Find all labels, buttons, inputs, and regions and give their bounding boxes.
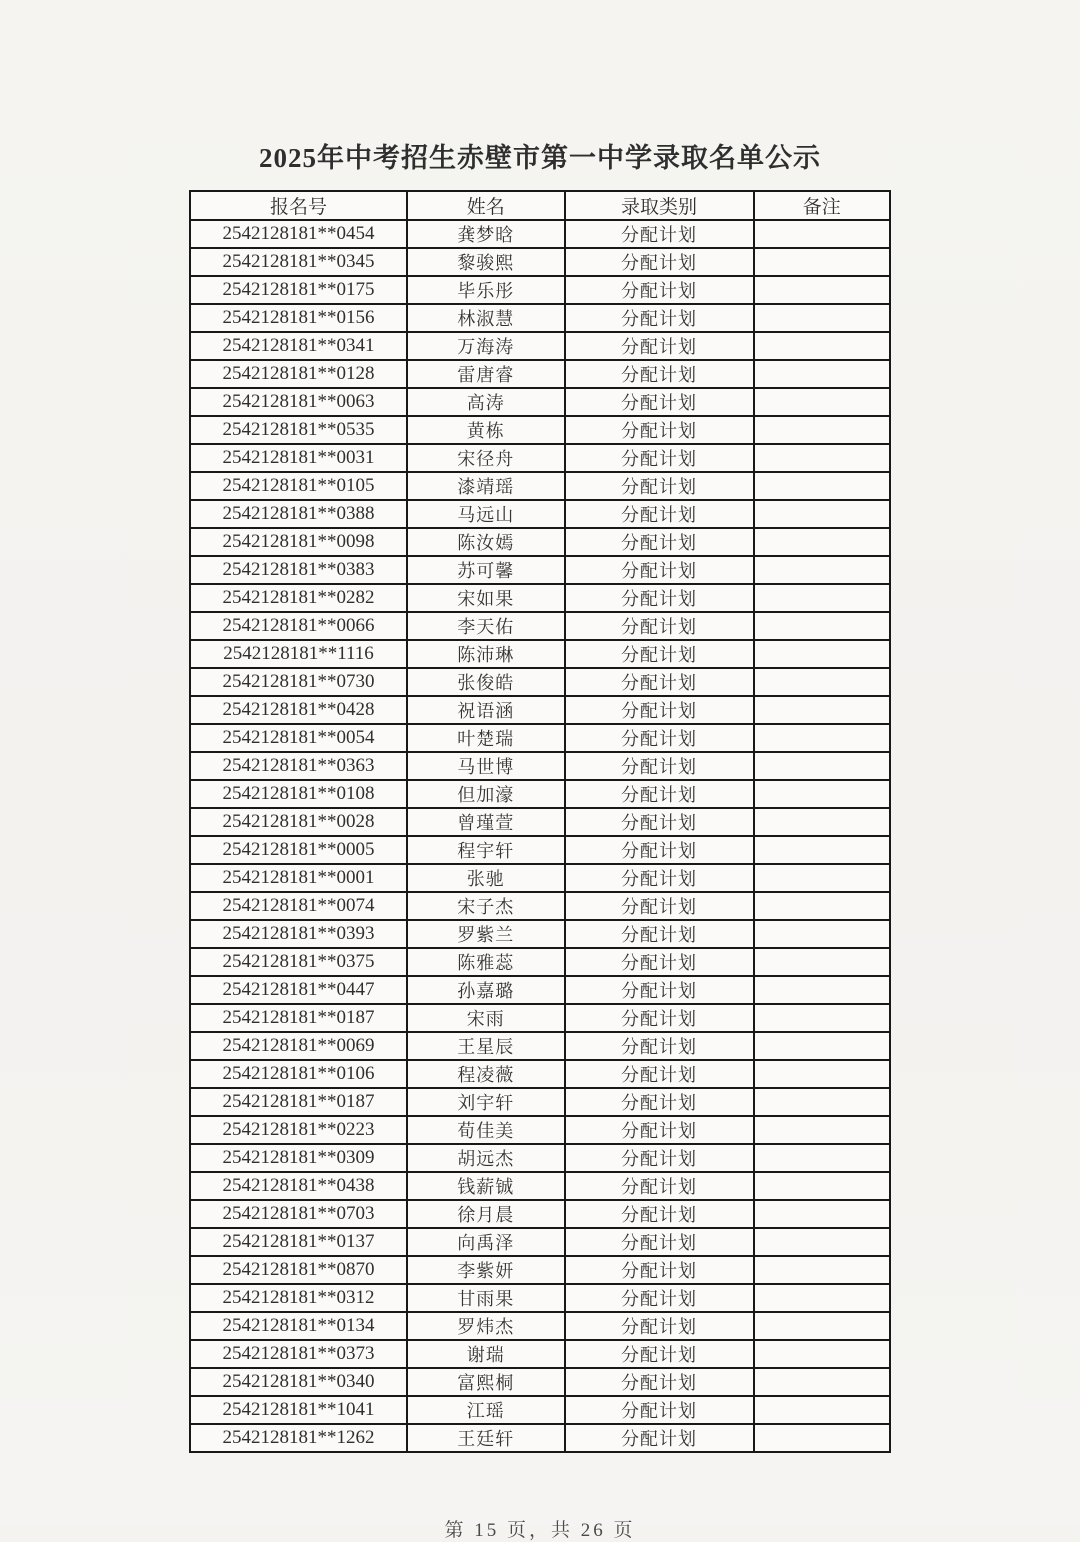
remark-cell	[754, 584, 891, 612]
admission-type-cell: 分配计划	[565, 1396, 754, 1424]
admission-type-cell: 分配计划	[565, 1228, 754, 1256]
remark-cell	[754, 528, 891, 556]
registration-number-cell: 2542128181**0187	[190, 1004, 407, 1032]
header-regno: 报名号	[190, 191, 407, 220]
student-name-cell: 马世博	[407, 752, 565, 780]
student-name-cell: 刘宇轩	[407, 1088, 565, 1116]
admission-type-cell: 分配计划	[565, 864, 754, 892]
admission-type-cell: 分配计划	[565, 1060, 754, 1088]
table-row	[190, 976, 890, 1004]
remark-cell	[754, 668, 891, 696]
table-row	[190, 360, 890, 388]
registration-number-cell: 2542128181**0134	[190, 1312, 407, 1340]
remark-cell	[754, 1312, 891, 1340]
table-row	[190, 500, 890, 528]
remark-cell	[754, 1032, 891, 1060]
table-row	[190, 556, 890, 584]
admission-type-cell: 分配计划	[565, 1256, 754, 1284]
registration-number-cell: 2542128181**0054	[190, 724, 407, 752]
table-row	[190, 696, 890, 724]
student-name-cell: 谢瑞	[407, 1340, 565, 1368]
table-row	[190, 1256, 890, 1284]
remark-cell	[754, 1424, 891, 1452]
admission-type-cell: 分配计划	[565, 500, 754, 528]
student-name-cell: 胡远杰	[407, 1144, 565, 1172]
table-row	[190, 1228, 890, 1256]
registration-number-cell: 2542128181**0383	[190, 556, 407, 584]
remark-cell	[754, 360, 891, 388]
registration-number-cell: 2542128181**1041	[190, 1396, 407, 1424]
table-row	[190, 1004, 890, 1032]
table-row	[190, 332, 890, 360]
registration-number-cell: 2542128181**0001	[190, 864, 407, 892]
table-row	[190, 836, 890, 864]
admission-type-cell: 分配计划	[565, 1172, 754, 1200]
admission-type-cell: 分配计划	[565, 1004, 754, 1032]
student-name-cell: 张俊皓	[407, 668, 565, 696]
header-name: 姓名	[407, 191, 565, 220]
admission-type-cell: 分配计划	[565, 668, 754, 696]
remark-cell	[754, 500, 891, 528]
remark-cell	[754, 1144, 891, 1172]
remark-cell	[754, 808, 891, 836]
registration-number-cell: 2542128181**0309	[190, 1144, 407, 1172]
student-name-cell: 但加濠	[407, 780, 565, 808]
remark-cell	[754, 304, 891, 332]
registration-number-cell: 2542128181**0031	[190, 444, 407, 472]
remark-cell	[754, 696, 891, 724]
table-row	[190, 1144, 890, 1172]
student-name-cell: 祝语涵	[407, 696, 565, 724]
student-name-cell: 龚梦晗	[407, 220, 565, 248]
student-name-cell: 宋雨	[407, 1004, 565, 1032]
table-row	[190, 1340, 890, 1368]
remark-cell	[754, 1228, 891, 1256]
remark-cell	[754, 640, 891, 668]
admission-type-cell: 分配计划	[565, 1088, 754, 1116]
admission-type-cell: 分配计划	[565, 976, 754, 1004]
registration-number-cell: 2542128181**0108	[190, 780, 407, 808]
remark-cell	[754, 1368, 891, 1396]
registration-number-cell: 2542128181**0340	[190, 1368, 407, 1396]
table-row	[190, 444, 890, 472]
admission-table	[189, 190, 891, 1453]
student-name-cell: 高涛	[407, 388, 565, 416]
student-name-cell: 黎骏熙	[407, 248, 565, 276]
student-name-cell: 陈雅蕊	[407, 948, 565, 976]
registration-number-cell: 2542128181**0074	[190, 892, 407, 920]
registration-number-cell: 2542128181**0175	[190, 276, 407, 304]
table-row	[190, 1200, 890, 1228]
remark-cell	[754, 752, 891, 780]
registration-number-cell: 2542128181**0069	[190, 1032, 407, 1060]
remark-cell	[754, 444, 891, 472]
table-row	[190, 1312, 890, 1340]
admission-type-cell: 分配计划	[565, 1144, 754, 1172]
registration-number-cell: 2542128181**0373	[190, 1340, 407, 1368]
admission-type-cell: 分配计划	[565, 1032, 754, 1060]
admission-type-cell: 分配计划	[565, 1200, 754, 1228]
student-name-cell: 万海涛	[407, 332, 565, 360]
student-name-cell: 苏可馨	[407, 556, 565, 584]
student-name-cell: 宋子杰	[407, 892, 565, 920]
admission-type-cell: 分配计划	[565, 724, 754, 752]
student-name-cell: 陈汝嫣	[407, 528, 565, 556]
remark-cell	[754, 892, 891, 920]
admission-type-cell: 分配计划	[565, 416, 754, 444]
admission-type-cell: 分配计划	[565, 360, 754, 388]
admission-type-cell: 分配计划	[565, 556, 754, 584]
admission-type-cell: 分配计划	[565, 444, 754, 472]
student-name-cell: 钱薪铖	[407, 1172, 565, 1200]
admission-type-cell: 分配计划	[565, 808, 754, 836]
registration-number-cell: 2542128181**0066	[190, 612, 407, 640]
remark-cell	[754, 1396, 891, 1424]
table-body	[190, 220, 890, 1452]
registration-number-cell: 2542128181**1262	[190, 1424, 407, 1452]
remark-cell	[754, 220, 891, 248]
admission-type-cell: 分配计划	[565, 388, 754, 416]
remark-cell	[754, 416, 891, 444]
student-name-cell: 宋径舟	[407, 444, 565, 472]
header-remark: 备注	[754, 191, 891, 220]
admission-type-cell: 分配计划	[565, 528, 754, 556]
table-header-row	[190, 191, 890, 220]
remark-cell	[754, 780, 891, 808]
admission-type-cell: 分配计划	[565, 752, 754, 780]
registration-number-cell: 2542128181**0098	[190, 528, 407, 556]
student-name-cell: 张驰	[407, 864, 565, 892]
registration-number-cell: 2542128181**0137	[190, 1228, 407, 1256]
student-name-cell: 程凌薇	[407, 1060, 565, 1088]
student-name-cell: 向禹泽	[407, 1228, 565, 1256]
student-name-cell: 黄栋	[407, 416, 565, 444]
registration-number-cell: 2542128181**0005	[190, 836, 407, 864]
registration-number-cell: 2542128181**0128	[190, 360, 407, 388]
table-row	[190, 416, 890, 444]
table-row	[190, 612, 890, 640]
registration-number-cell: 2542128181**0447	[190, 976, 407, 1004]
table-row	[190, 1284, 890, 1312]
registration-number-cell: 2542128181**0282	[190, 584, 407, 612]
admission-type-cell: 分配计划	[565, 780, 754, 808]
header-type: 录取类别	[565, 191, 754, 220]
registration-number-cell: 2542128181**0388	[190, 500, 407, 528]
table-row	[190, 472, 890, 500]
registration-number-cell: 2542128181**0223	[190, 1116, 407, 1144]
remark-cell	[754, 1340, 891, 1368]
registration-number-cell: 2542128181**0028	[190, 808, 407, 836]
admission-type-cell: 分配计划	[565, 1368, 754, 1396]
table-row	[190, 528, 890, 556]
registration-number-cell: 2542128181**0156	[190, 304, 407, 332]
table-row	[190, 1396, 890, 1424]
student-name-cell: 罗紫兰	[407, 920, 565, 948]
student-name-cell: 荀佳美	[407, 1116, 565, 1144]
admission-type-cell: 分配计划	[565, 612, 754, 640]
student-name-cell: 程宇轩	[407, 836, 565, 864]
remark-cell	[754, 1284, 891, 1312]
table-row	[190, 1116, 890, 1144]
table-row	[190, 388, 890, 416]
remark-cell	[754, 1172, 891, 1200]
remark-cell	[754, 1004, 891, 1032]
admission-type-cell: 分配计划	[565, 332, 754, 360]
student-name-cell: 甘雨果	[407, 1284, 565, 1312]
admission-type-cell: 分配计划	[565, 220, 754, 248]
admission-type-cell: 分配计划	[565, 1312, 754, 1340]
table-row	[190, 864, 890, 892]
remark-cell	[754, 1088, 891, 1116]
student-name-cell: 李紫妍	[407, 1256, 565, 1284]
remark-cell	[754, 276, 891, 304]
student-name-cell: 孙嘉璐	[407, 976, 565, 1004]
table-row	[190, 1172, 890, 1200]
remark-cell	[754, 556, 891, 584]
remark-cell	[754, 612, 891, 640]
student-name-cell: 林淑慧	[407, 304, 565, 332]
table-row	[190, 1088, 890, 1116]
remark-cell	[754, 332, 891, 360]
student-name-cell: 徐月晨	[407, 1200, 565, 1228]
remark-cell	[754, 948, 891, 976]
admission-type-cell: 分配计划	[565, 696, 754, 724]
student-name-cell: 马远山	[407, 500, 565, 528]
student-name-cell: 陈沛琳	[407, 640, 565, 668]
remark-cell	[754, 920, 891, 948]
table-row	[190, 1060, 890, 1088]
student-name-cell: 宋如果	[407, 584, 565, 612]
table-row	[190, 780, 890, 808]
registration-number-cell: 2542128181**0105	[190, 472, 407, 500]
table-row	[190, 668, 890, 696]
admission-type-cell: 分配计划	[565, 1284, 754, 1312]
registration-number-cell: 2542128181**0703	[190, 1200, 407, 1228]
registration-number-cell: 2542128181**0428	[190, 696, 407, 724]
student-name-cell: 漆靖瑶	[407, 472, 565, 500]
student-name-cell: 富熙桐	[407, 1368, 565, 1396]
registration-number-cell: 2542128181**0438	[190, 1172, 407, 1200]
table-row	[190, 276, 890, 304]
registration-number-cell: 2542128181**0363	[190, 752, 407, 780]
student-name-cell: 王廷轩	[407, 1424, 565, 1452]
admission-type-cell: 分配计划	[565, 1340, 754, 1368]
table-row	[190, 892, 890, 920]
table-row	[190, 248, 890, 276]
table-row	[190, 1368, 890, 1396]
registration-number-cell: 2542128181**0730	[190, 668, 407, 696]
remark-cell	[754, 388, 891, 416]
registration-number-cell: 2542128181**0535	[190, 416, 407, 444]
admission-type-cell: 分配计划	[565, 248, 754, 276]
table-row	[190, 724, 890, 752]
student-name-cell: 李天佑	[407, 612, 565, 640]
table-row	[190, 220, 890, 248]
remark-cell	[754, 1256, 891, 1284]
student-name-cell: 叶楚瑞	[407, 724, 565, 752]
table-row	[190, 1032, 890, 1060]
student-name-cell: 雷唐睿	[407, 360, 565, 388]
registration-number-cell: 2542128181**0341	[190, 332, 407, 360]
registration-number-cell: 2542128181**0187	[190, 1088, 407, 1116]
registration-number-cell: 2542128181**0312	[190, 1284, 407, 1312]
page-title: 2025年中考招生赤壁市第一中学录取名单公示	[259, 143, 821, 173]
admission-type-cell: 分配计划	[565, 276, 754, 304]
registration-number-cell: 2542128181**0393	[190, 920, 407, 948]
table-row	[190, 304, 890, 332]
remark-cell	[754, 1060, 891, 1088]
admission-type-cell: 分配计划	[565, 304, 754, 332]
student-name-cell: 曾瑾萱	[407, 808, 565, 836]
table-row	[190, 1424, 890, 1452]
admission-type-cell: 分配计划	[565, 1424, 754, 1452]
student-name-cell: 罗炜杰	[407, 1312, 565, 1340]
registration-number-cell: 2542128181**1116	[190, 640, 407, 668]
registration-number-cell: 2542128181**0454	[190, 220, 407, 248]
registration-number-cell: 2542128181**0345	[190, 248, 407, 276]
student-name-cell: 王星辰	[407, 1032, 565, 1060]
remark-cell	[754, 976, 891, 1004]
student-name-cell: 毕乐彤	[407, 276, 565, 304]
admission-type-cell: 分配计划	[565, 892, 754, 920]
admission-type-cell: 分配计划	[565, 948, 754, 976]
table-row	[190, 948, 890, 976]
table-row	[190, 752, 890, 780]
table-row	[190, 808, 890, 836]
table-row	[190, 584, 890, 612]
admission-type-cell: 分配计划	[565, 584, 754, 612]
admission-type-cell: 分配计划	[565, 1116, 754, 1144]
remark-cell	[754, 864, 891, 892]
admission-type-cell: 分配计划	[565, 640, 754, 668]
table-row	[190, 920, 890, 948]
admission-type-cell: 分配计划	[565, 472, 754, 500]
student-name-cell: 江瑶	[407, 1396, 565, 1424]
remark-cell	[754, 724, 891, 752]
admission-type-cell: 分配计划	[565, 920, 754, 948]
remark-cell	[754, 836, 891, 864]
registration-number-cell: 2542128181**0870	[190, 1256, 407, 1284]
admission-type-cell: 分配计划	[565, 836, 754, 864]
registration-number-cell: 2542128181**0106	[190, 1060, 407, 1088]
table-header	[190, 191, 890, 220]
registration-number-cell: 2542128181**0375	[190, 948, 407, 976]
registration-number-cell: 2542128181**0063	[190, 388, 407, 416]
page-number: 第 15 页，共 26 页	[444, 1520, 636, 1541]
remark-cell	[754, 472, 891, 500]
remark-cell	[754, 1116, 891, 1144]
remark-cell	[754, 248, 891, 276]
remark-cell	[754, 1200, 891, 1228]
table-row	[190, 640, 890, 668]
